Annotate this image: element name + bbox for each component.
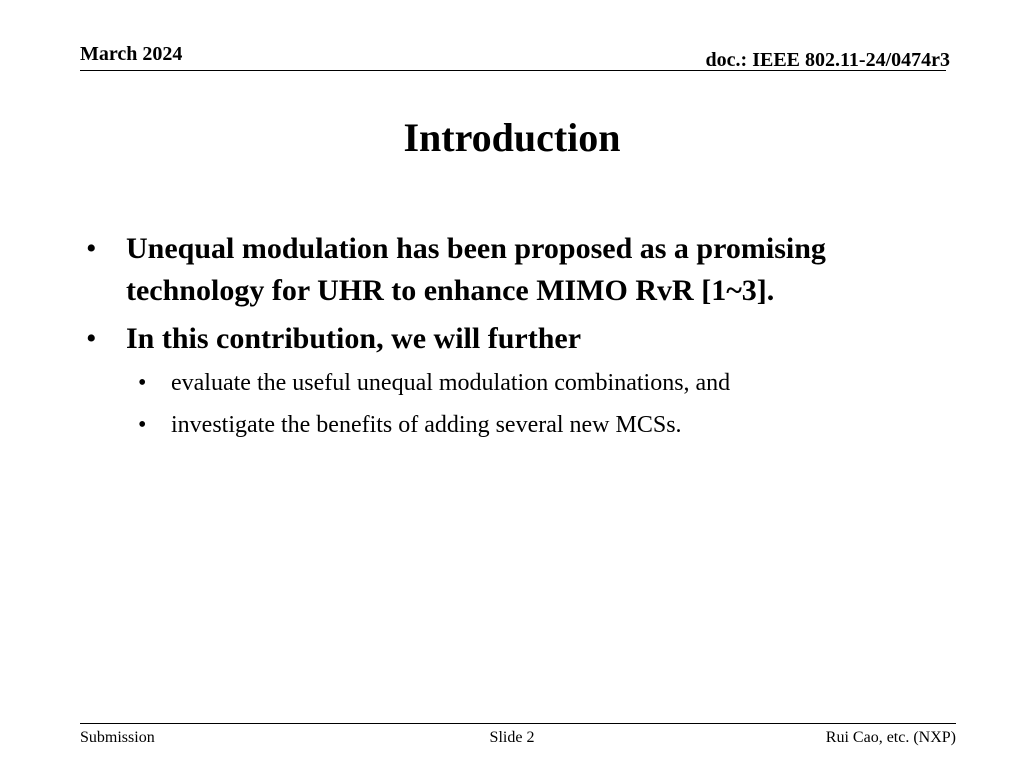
bullet-item [84, 318, 944, 360]
footer-submission: Submission [80, 729, 155, 746]
sub-bullet-item [84, 408, 944, 442]
sub-bullet-text: evaluate the useful unequal modulation combinations, and [171, 370, 731, 396]
bullet-item [84, 228, 944, 312]
header-divider [80, 70, 946, 71]
sub-bullet-item [84, 366, 944, 400]
bullet-text: Unequal modulation has been proposed as a promising technology for UHR to enhance MIMO RvR [1~3]. [126, 232, 826, 307]
footer-divider [80, 723, 956, 724]
header-doc-id: doc.: IEEE 802.11-24/0474r3 [705, 49, 950, 71]
sub-bullet-text: investigate the benefits of adding several new MCSs. [171, 412, 682, 438]
slide-content [84, 228, 944, 450]
bullet-dot: • [86, 232, 97, 265]
footer-author: Rui Cao, etc. (NXP) [825, 729, 956, 746]
slide-title: Introduction [403, 115, 621, 160]
footer-slide-number: Slide 2 [489, 729, 535, 746]
header-date: March 2024 [80, 43, 183, 65]
sub-bullet-dot: • [138, 412, 147, 438]
bullet-dot: • [86, 322, 97, 355]
bullet-text: In this contribution, we will further [126, 322, 582, 355]
sub-bullet-dot: • [138, 370, 147, 396]
